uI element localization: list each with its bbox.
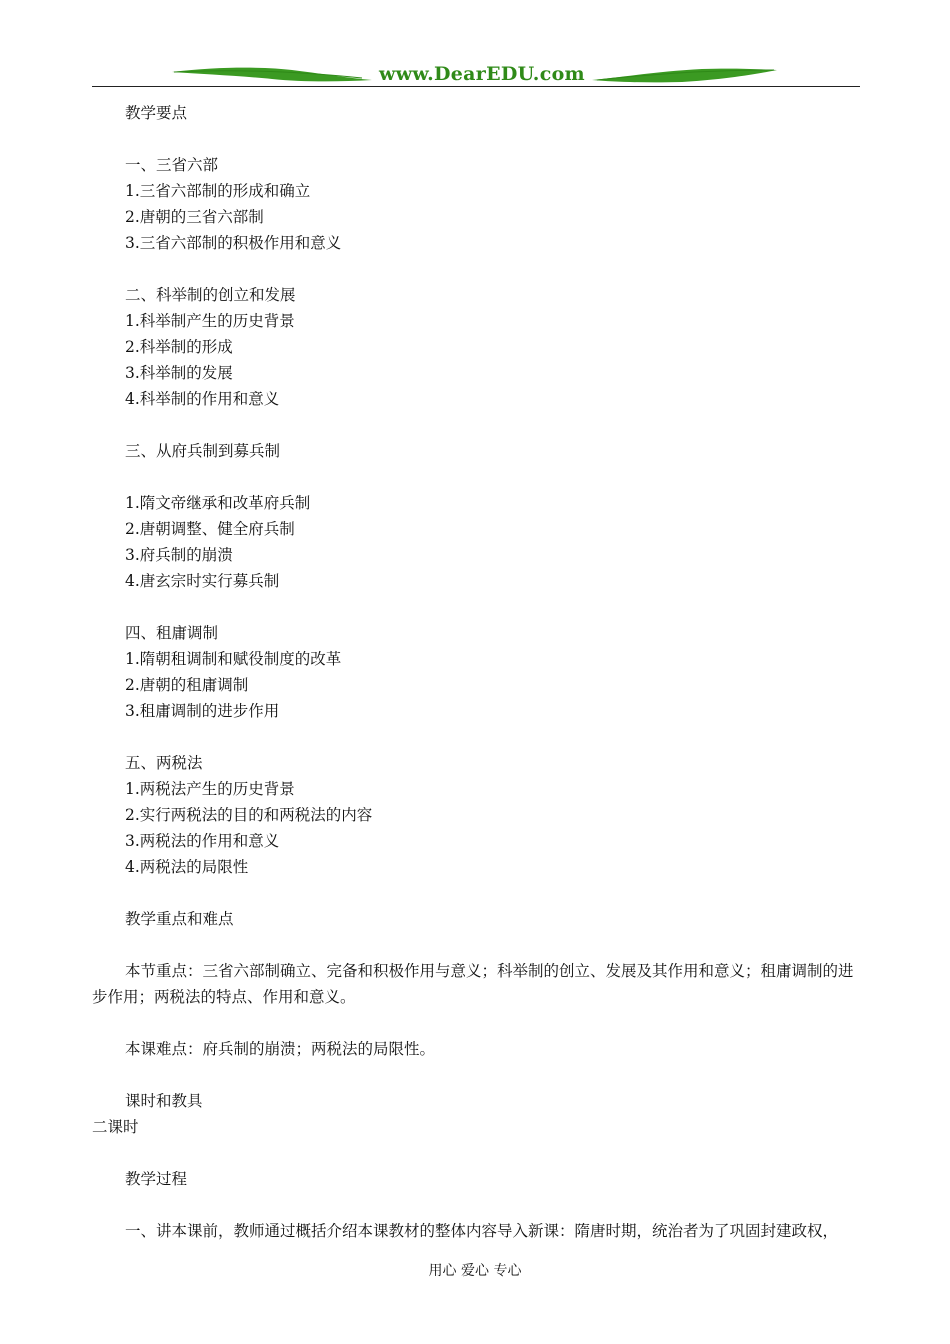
blank-line <box>92 594 862 620</box>
blank-line <box>92 724 862 750</box>
outline-item: 3.两税法的作用和意义 <box>125 832 280 850</box>
outline-item: 2.科举制的形成 <box>125 338 233 356</box>
page-header <box>92 60 860 90</box>
paragraph: 一、讲本课前，教师通过概括介绍本课教材的整体内容导入新课：隋唐时期，统治者为了巩固封建政权， <box>125 1222 839 1240</box>
blank-line <box>92 412 862 438</box>
outline-item: 3.府兵制的崩溃 <box>125 546 233 564</box>
outline-item: 3.三省六部制的积极作用和意义 <box>125 234 342 252</box>
blank-line <box>92 880 862 906</box>
outline-item: 2.唐朝的租庸调制 <box>125 676 249 694</box>
header-rule <box>92 86 860 87</box>
outline-item: 五、两税法 <box>125 754 203 772</box>
outline-item: 4.科举制的作用和意义 <box>125 390 280 408</box>
outline-item: 1.三省六部制的形成和确立 <box>125 182 311 200</box>
outline-item: 四、租庸调制 <box>125 624 219 642</box>
outline-item: 1.隋朝租调制和赋役制度的改革 <box>125 650 342 668</box>
outline-item: 3.租庸调制的进步作用 <box>125 702 280 720</box>
blank-line <box>92 1010 862 1036</box>
outline-item: 二、科举制的创立和发展 <box>125 286 296 304</box>
section-heading: 教学过程 <box>125 1170 188 1188</box>
text-line: 二课时 <box>92 1118 139 1136</box>
page-footer: 用心 爱心 专心 <box>428 1263 522 1279</box>
paragraph: 本节重点：三省六部制确立、完备和积极作用与意义；科举制的创立、发展及其作用和意义；租庸调制的进步作用；两税法的特点、作用和意义。 <box>92 962 854 1006</box>
outline-item: 4.两税法的局限性 <box>125 858 249 876</box>
outline-item: 1.隋文帝继承和改革府兵制 <box>125 494 311 512</box>
blank-line <box>92 932 862 958</box>
outline-item: 4.唐玄宗时实行募兵制 <box>125 572 280 590</box>
outline-item: 2.实行两税法的目的和两税法的内容 <box>125 806 373 824</box>
outline-item: 一、三省六部 <box>125 156 219 174</box>
section-heading: 教学重点和难点 <box>125 910 234 928</box>
outline-item: 1.科举制产生的历史背景 <box>125 312 295 330</box>
blank-line <box>92 1062 862 1088</box>
outline-item: 3.科举制的发展 <box>125 364 233 382</box>
outline-item: 2.唐朝的三省六部制 <box>125 208 264 226</box>
section-heading: 教学要点 <box>125 104 188 122</box>
blank-line <box>92 256 862 282</box>
blank-line <box>92 1192 862 1218</box>
paragraph: 本课难点：府兵制的崩溃；两税法的局限性。 <box>125 1040 436 1058</box>
document-body <box>92 100 862 1244</box>
outline-item: 三、从府兵制到募兵制 <box>125 442 281 460</box>
outline-item: 2.唐朝调整、健全府兵制 <box>125 520 295 538</box>
outline-item: 1.两税法产生的历史背景 <box>125 780 295 798</box>
site-logo-text: www.DearEDU.com <box>379 63 585 85</box>
section-heading: 课时和教具 <box>125 1092 203 1110</box>
blank-line <box>92 464 862 490</box>
blank-line <box>92 1140 862 1166</box>
blank-line <box>92 126 862 152</box>
